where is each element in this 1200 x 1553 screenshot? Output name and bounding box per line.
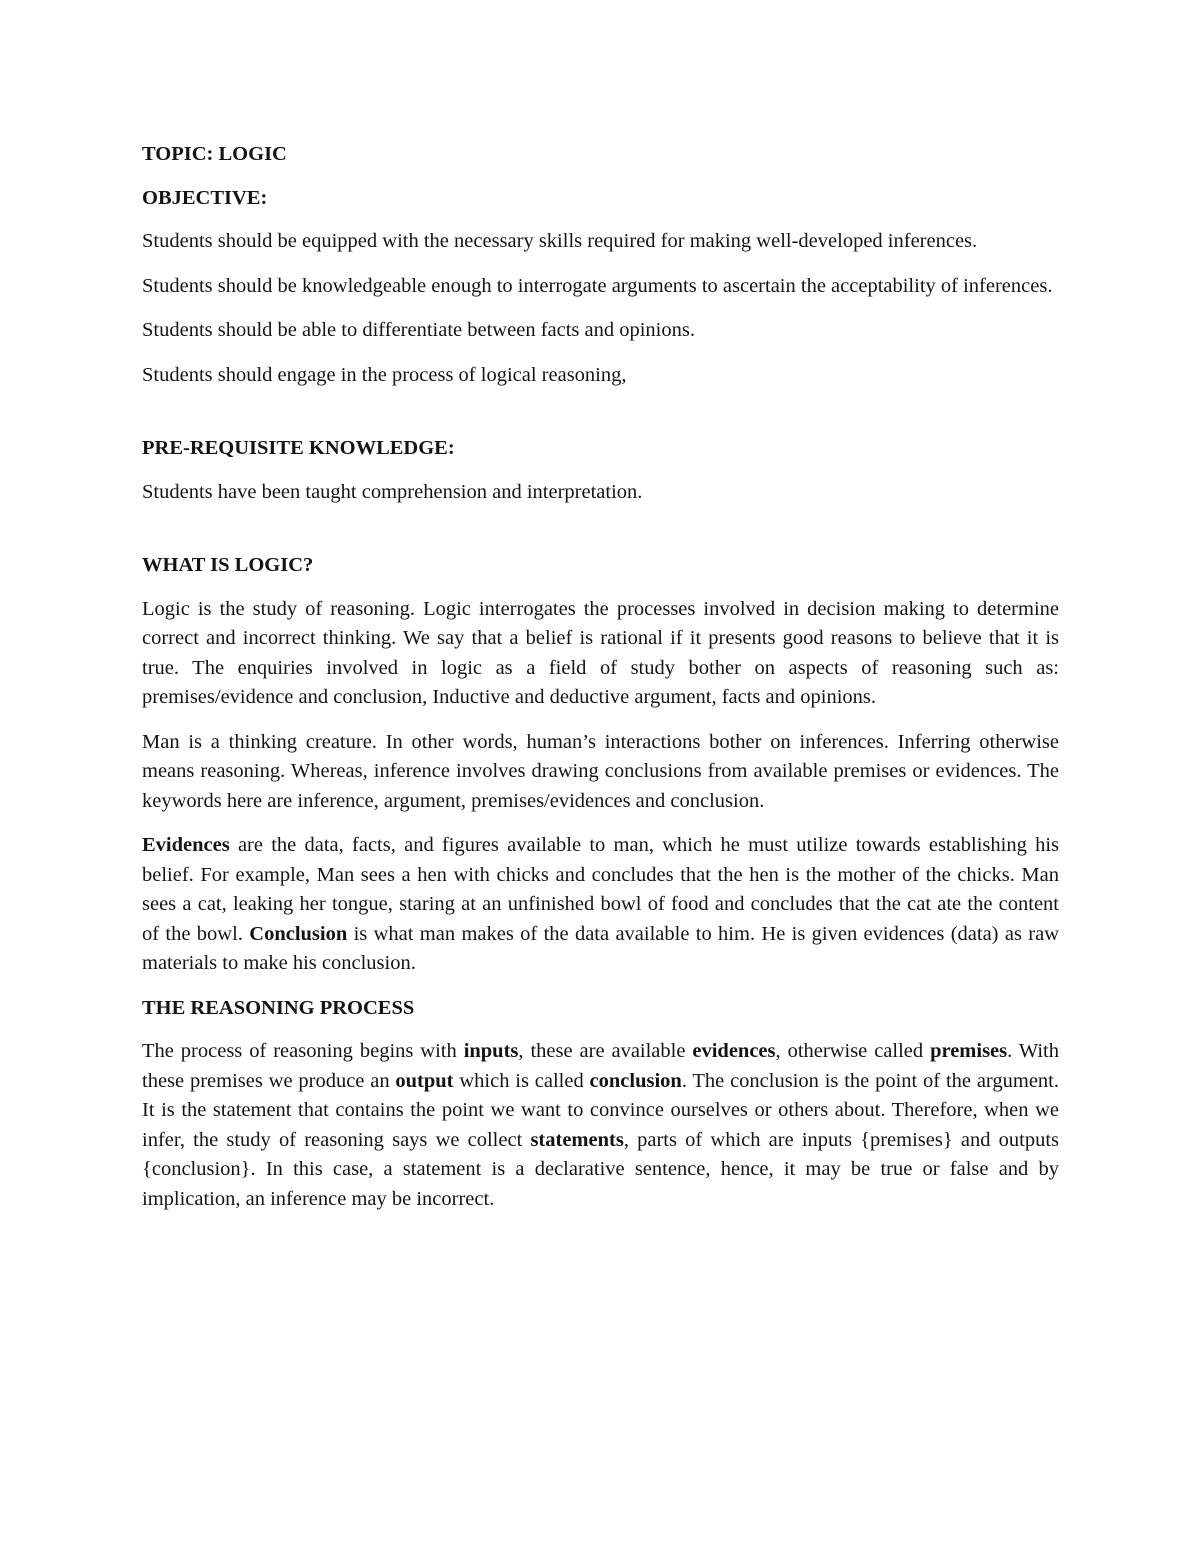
output-term: output [395,1069,454,1092]
objective-heading: OBJECTIVE: [142,186,268,209]
topic-heading: TOPIC: LOGIC [142,143,287,165]
inputs-term: inputs [463,1040,519,1062]
objective-item: Students should be able to differentiate between facts and opinions. [142,319,695,341]
conclusion-term: Conclusion [249,922,348,945]
thinking-creature-paragraph: Man is a thinking creature. In other words, human’s interactions bother on inferences. Inferring otherwise means reasoning. Whereas, inference involves drawing conclusions from available premises or evidences. The keywords here are inference, argument, premises/evidences and conclusion. [142,730,1059,812]
reasoning-process-paragraph: The process of reasoning begins with inputs, these are available evidences, otherwise called premises. With these premises we produce an output which is called conclusion. The conclusion is the point of the argument. It is the statement that contains the point we want to convince ourselves or others about. Therefore, when we infer, the study of reasoning says we collect statements, parts of which are inputs {premises} and outputs {conclusion}. In this case, a statement is a declarative sentence, hence, it may be true or false and by implication, an inference may be incorrect. [142,1040,1060,1210]
prereq-heading: PRE-REQUISITE KNOWLEDGE: [142,437,455,459]
what-is-logic-paragraph: Logic is the study of reasoning. Logic interrogates the processes involved in decision making to determine correct and incorrect thinking. We say that a belief is rational if it presents good reasons to believe that it is true. The enquiries involved in logic as a field of study bother on aspects of reasoning such as: premises/evidence and conclusion, Inductive and deductive argument, facts and opinions. [142,597,1059,708]
evidences-paragraph: Evidences are the data, facts, and figures available to man, which he must utilize towards establishing his belief. For example, Man sees a hen with chicks and concludes that the hen is the mother of the chicks. Man sees a cat, leaking her tongue, staring at an unfinished bowl of food and concludes that the cat ate the content of the bowl. Conclusion is what man makes of the data available to him. He is given evidences (data) as raw materials to make his conclusion. [142,834,1059,974]
premises-term: premises [930,1040,1008,1062]
evidences-term: Evidences [142,834,230,856]
objective-item: Students should engage in the process of logical reasoning, [142,363,627,386]
evidences-term: evidences [692,1040,776,1062]
conclusion-term: conclusion [589,1069,682,1092]
prereq-text: Students have been taught comprehension and interpretation. [142,480,643,503]
statements-term: statements [530,1128,624,1151]
objective-item: Students should be knowledgeable enough to interrogate arguments to ascertain the acceptability of inferences. [142,274,1053,297]
document-page [142,140,1059,1214]
reasoning-process-heading: THE REASONING PROCESS [142,996,415,1019]
objective-item: Students should be equipped with the necessary skills required for making well-developed inferences. [142,230,978,252]
what-is-logic-heading: WHAT IS LOGIC? [142,554,314,576]
